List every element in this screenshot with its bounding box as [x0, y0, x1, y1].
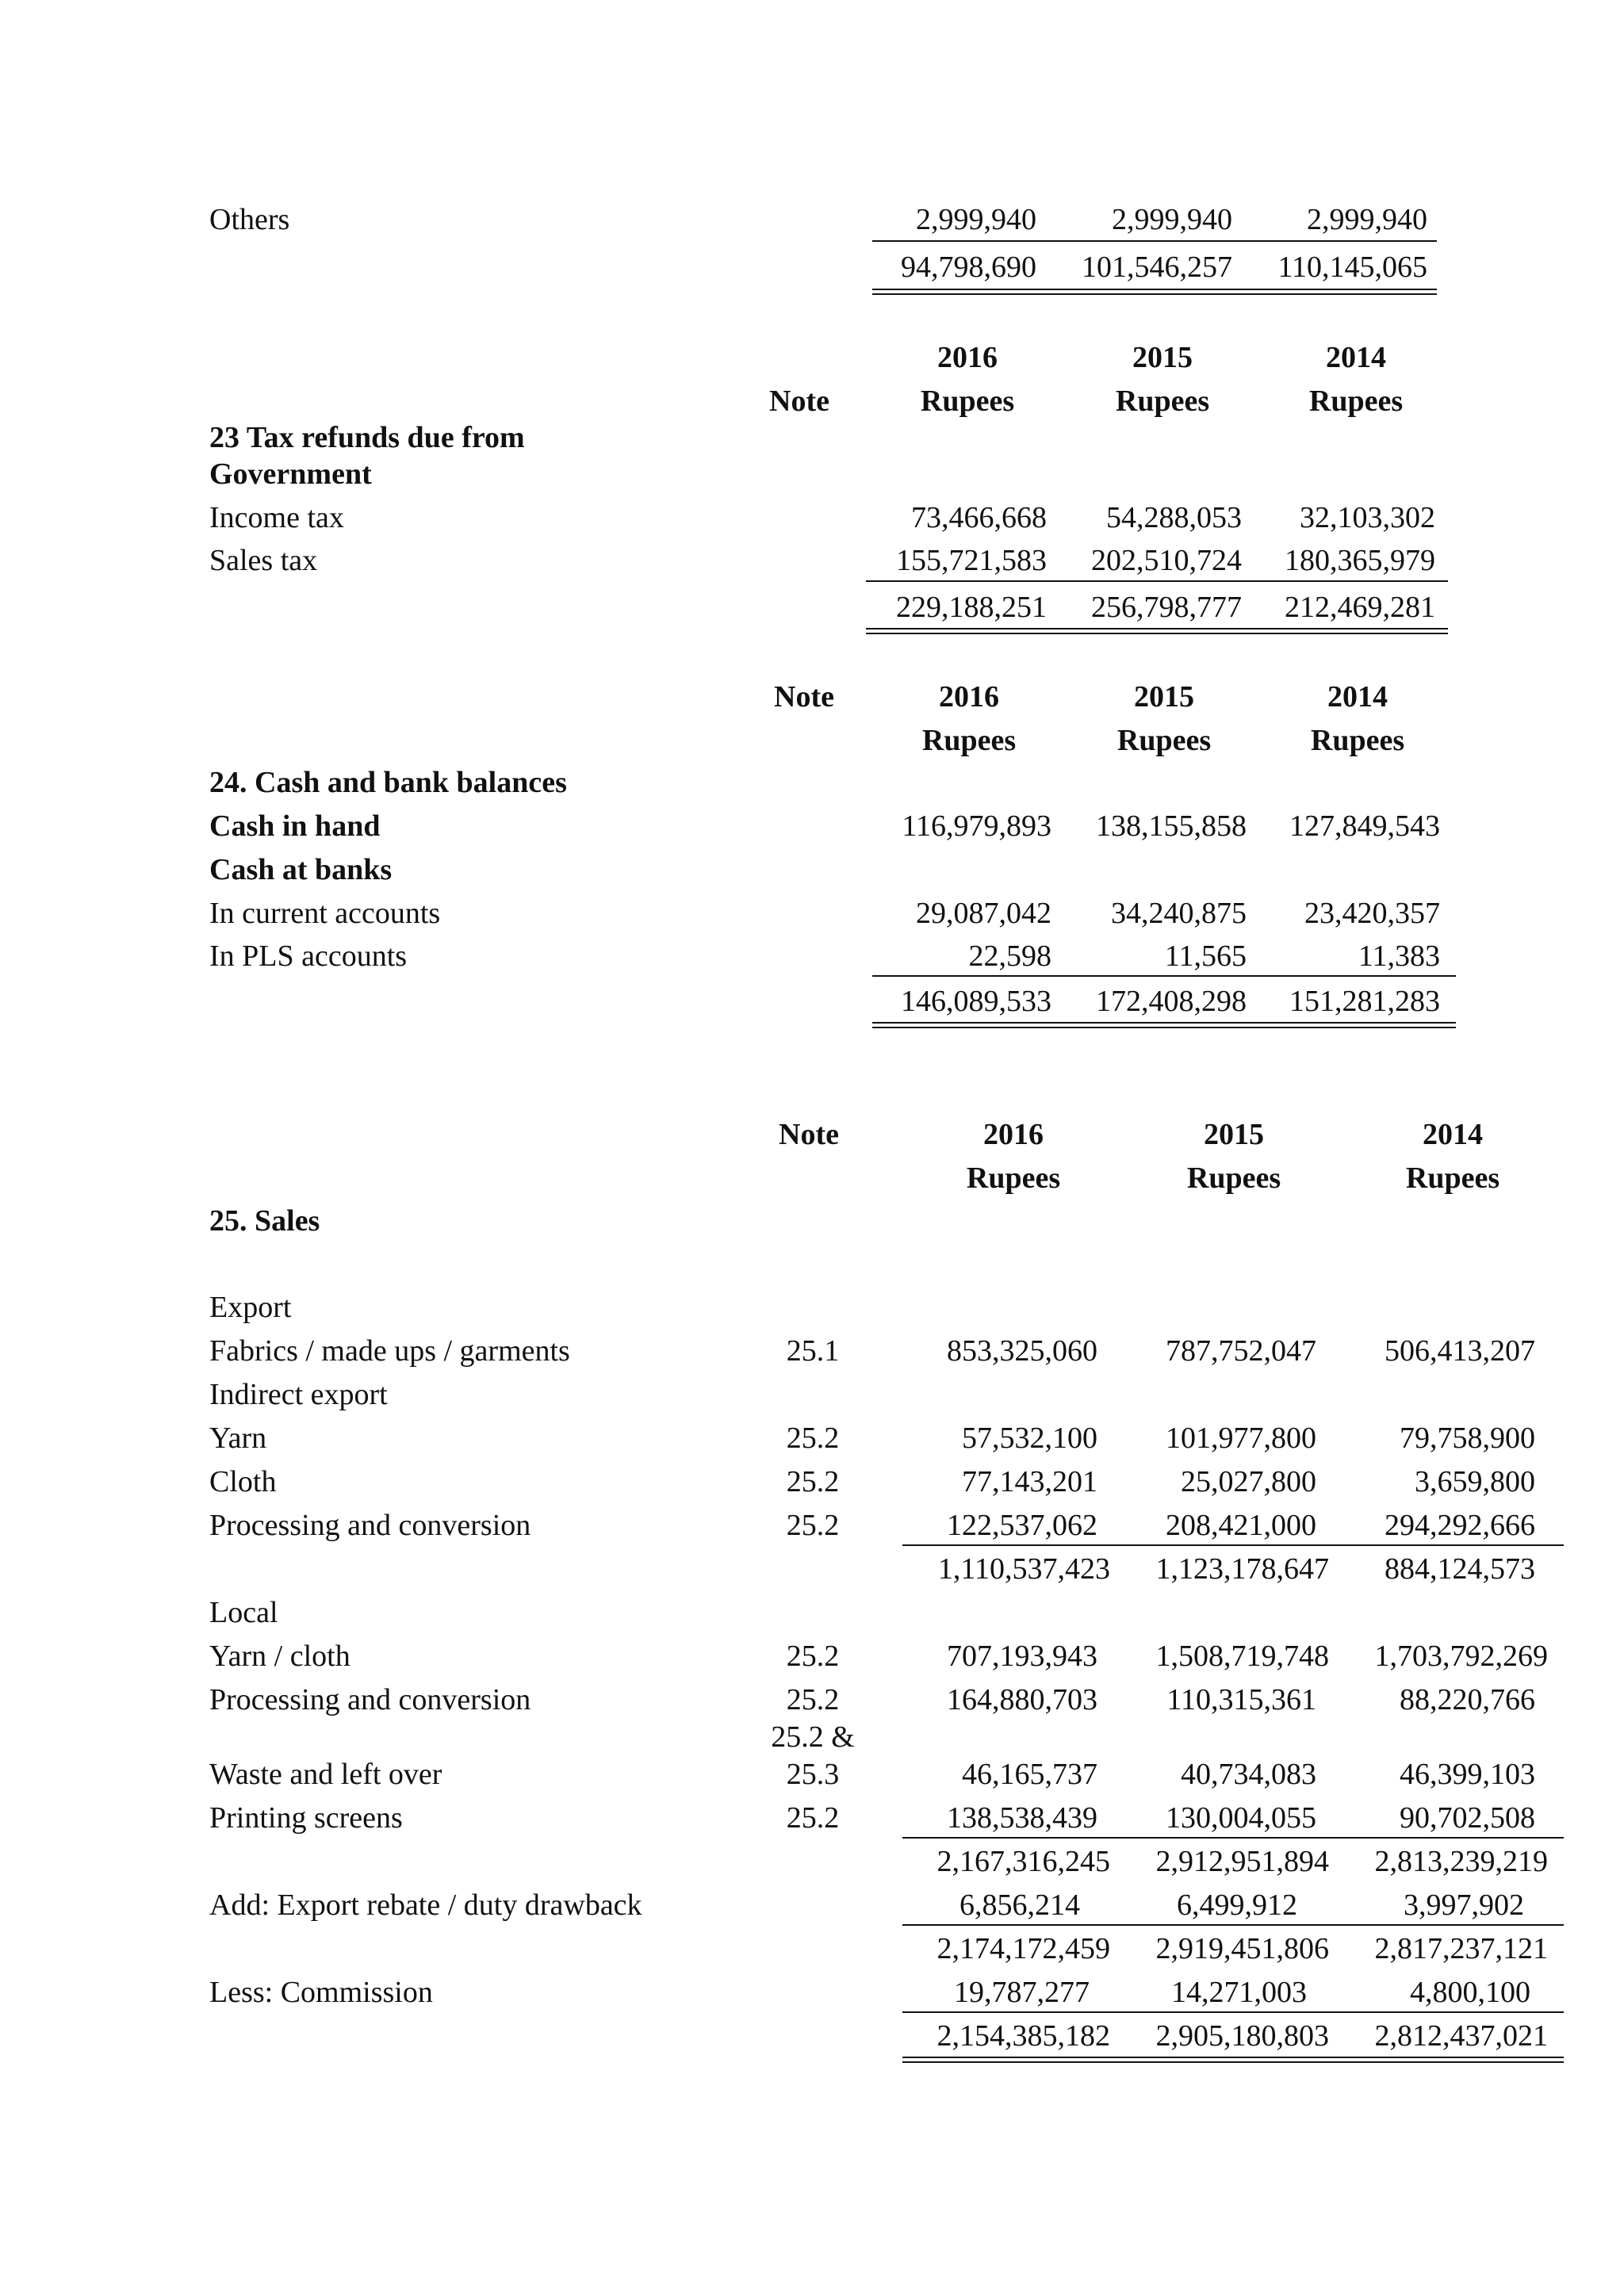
printing-2015: 130,004,055 — [1166, 1801, 1316, 1835]
fabrics-2015: 787,752,047 — [1166, 1334, 1316, 1368]
fabrics-2014: 506,413,207 — [1385, 1334, 1535, 1368]
tax-year-2015: 2015 — [1132, 341, 1193, 374]
yarn-label: Yarn — [209, 1422, 267, 1455]
export-total-2014: 884,124,573 — [1385, 1552, 1535, 1586]
local-label: Local — [209, 1596, 278, 1629]
cash-unit-2014: Rupees — [1310, 724, 1405, 757]
current-accounts-2016: 29,087,042 — [916, 897, 1051, 930]
pls-accounts-2016: 22,598 — [968, 939, 1051, 973]
cloth-2016: 77,143,201 — [962, 1465, 1097, 1498]
net-sales-double-rule — [902, 2057, 1564, 2063]
fabrics-2016: 853,325,060 — [947, 1334, 1097, 1368]
waste-2016: 46,165,737 — [962, 1758, 1097, 1791]
current-accounts-2014: 23,420,357 — [1304, 897, 1440, 930]
sales-unit-2016: Rupees — [966, 1161, 1061, 1195]
tax-note-header: Note — [769, 385, 829, 418]
sales-unit-2015: Rupees — [1186, 1161, 1281, 1195]
sales-tax-2015: 202,510,724 — [1091, 544, 1242, 577]
income-tax-2016: 73,466,668 — [911, 501, 1047, 534]
net-sales-2015: 2,905,180,803 — [1155, 2019, 1329, 2053]
commission-rule — [902, 2011, 1564, 2013]
export-processing-note: 25.2 — [786, 1509, 840, 1542]
export-total-2016: 1,110,537,423 — [937, 1552, 1110, 1586]
pls-accounts-label: In PLS accounts — [209, 939, 408, 973]
commission-2015: 14,271,003 — [1171, 1976, 1307, 2009]
others-2014: 2,999,940 — [1307, 203, 1427, 236]
tax-title-line1: 23 Tax refunds due from — [209, 421, 525, 454]
others-2016: 2,999,940 — [916, 203, 1036, 236]
commission-label: Less: Commission — [209, 1976, 433, 2009]
cash-in-hand-2014: 127,849,543 — [1289, 809, 1440, 843]
others-label: Others — [209, 203, 290, 236]
net-sales-2016: 2,154,385,182 — [936, 2019, 1110, 2053]
fabrics-note: 25.1 — [786, 1334, 840, 1368]
sales-tax-2016: 155,721,583 — [896, 544, 1047, 577]
local-rule — [902, 1837, 1564, 1839]
export-processing-label: Processing and conversion — [209, 1509, 531, 1542]
sales-tax-2014: 180,365,979 — [1285, 544, 1435, 577]
cash-total-2015: 172,408,298 — [1096, 985, 1247, 1018]
cash-year-2016: 2016 — [939, 680, 999, 714]
printing-2016: 138,538,439 — [947, 1801, 1097, 1835]
rebate-2014: 3,997,902 — [1404, 1888, 1524, 1922]
cash-at-banks-label: Cash at banks — [209, 853, 393, 886]
others-total-double-rule — [872, 289, 1437, 295]
sales-year-2015: 2015 — [1204, 1118, 1264, 1151]
cloth-2014: 3,659,800 — [1415, 1465, 1535, 1498]
export-label: Export — [209, 1291, 292, 1324]
sales-unit-2014: Rupees — [1405, 1161, 1500, 1195]
subtotal1-2016: 2,167,316,245 — [936, 1845, 1110, 1878]
income-tax-2015: 54,288,053 — [1106, 501, 1242, 534]
yarn-cloth-2015: 1,508,719,748 — [1155, 1640, 1329, 1673]
rebate-2016: 6,856,214 — [959, 1888, 1080, 1922]
cash-note-header: Note — [774, 680, 834, 714]
cash-unit-2016: Rupees — [921, 724, 1017, 757]
cash-rule — [872, 975, 1456, 977]
cash-year-2015: 2015 — [1134, 680, 1194, 714]
commission-2016: 19,787,277 — [954, 1976, 1090, 2009]
others-total-2015: 101,546,257 — [1082, 251, 1232, 284]
subtotal1-2015: 2,912,951,894 — [1155, 1845, 1329, 1878]
net-sales-2014: 2,812,437,021 — [1374, 2019, 1548, 2053]
pls-accounts-2014: 11,383 — [1358, 939, 1440, 973]
waste-2014: 46,399,103 — [1400, 1758, 1535, 1791]
cash-total-2016: 146,089,533 — [901, 985, 1051, 1018]
cash-in-hand-2015: 138,155,858 — [1096, 809, 1247, 843]
local-processing-2015: 110,315,361 — [1166, 1683, 1316, 1716]
local-processing-note: 25.2 — [786, 1683, 840, 1716]
pls-accounts-2015: 11,565 — [1164, 939, 1247, 973]
indirect-export-label: Indirect export — [209, 1378, 388, 1411]
sales-title: 25. Sales — [209, 1204, 320, 1238]
sales-note-header: Note — [779, 1118, 839, 1151]
subtotal2-2016: 2,174,172,459 — [936, 1932, 1110, 1965]
yarn-cloth-note: 25.2 — [786, 1640, 840, 1673]
commission-2014: 4,800,100 — [1410, 1976, 1530, 2009]
printing-label: Printing screens — [209, 1801, 403, 1835]
others-2015: 2,999,940 — [1112, 203, 1232, 236]
subtotal2-2015: 2,919,451,806 — [1155, 1932, 1329, 1965]
tax-total-2016: 229,188,251 — [896, 591, 1047, 624]
rebate-2015: 6,499,912 — [1177, 1888, 1297, 1922]
local-processing-2016: 164,880,703 — [947, 1683, 1097, 1716]
export-processing-2015: 208,421,000 — [1166, 1509, 1316, 1542]
rebate-label: Add: Export rebate / duty drawback — [209, 1888, 642, 1922]
waste-note-line2: 25.3 — [786, 1758, 840, 1791]
cash-unit-2015: Rupees — [1116, 724, 1212, 757]
income-tax-label: Income tax — [209, 501, 344, 534]
tax-year-2016: 2016 — [937, 341, 998, 374]
current-accounts-2015: 34,240,875 — [1111, 897, 1247, 930]
export-processing-2016: 122,537,062 — [947, 1509, 1097, 1542]
tax-unit-2016: Rupees — [920, 385, 1015, 418]
local-processing-2014: 88,220,766 — [1400, 1683, 1535, 1716]
rebate-rule — [902, 1924, 1564, 1926]
tax-total-2015: 256,798,777 — [1091, 591, 1242, 624]
cloth-label: Cloth — [209, 1465, 277, 1498]
subtotal2-2014: 2,817,237,121 — [1374, 1932, 1548, 1965]
cloth-2015: 25,027,800 — [1181, 1465, 1316, 1498]
sales-year-2016: 2016 — [983, 1118, 1044, 1151]
waste-note-line1: 25.2 & — [771, 1720, 855, 1754]
cash-total-2014: 151,281,283 — [1289, 985, 1440, 1018]
export-rule — [902, 1544, 1564, 1546]
yarn-cloth-label: Yarn / cloth — [209, 1640, 350, 1673]
others-total-2016: 94,798,690 — [901, 251, 1036, 284]
yarn-note: 25.2 — [786, 1422, 840, 1455]
cloth-note: 25.2 — [786, 1465, 840, 1498]
waste-2015: 40,734,083 — [1181, 1758, 1316, 1791]
tax-total-double-rule — [866, 628, 1448, 634]
yarn-2014: 79,758,900 — [1400, 1422, 1535, 1455]
tax-year-2014: 2014 — [1326, 341, 1386, 374]
sales-tax-label: Sales tax — [209, 544, 318, 577]
export-processing-2014: 294,292,666 — [1385, 1509, 1535, 1542]
cash-in-hand-label: Cash in hand — [209, 809, 381, 843]
cash-total-double-rule — [872, 1022, 1456, 1028]
yarn-2015: 101,977,800 — [1166, 1422, 1316, 1455]
yarn-cloth-2016: 707,193,943 — [947, 1640, 1097, 1673]
others-total-2014: 110,145,065 — [1277, 251, 1427, 284]
export-total-2015: 1,123,178,647 — [1155, 1552, 1329, 1586]
tax-unit-2014: Rupees — [1308, 385, 1404, 418]
cash-title: 24. Cash and bank balances — [209, 766, 567, 799]
income-tax-2014: 32,103,302 — [1300, 501, 1435, 534]
tax-title-line2: Government — [209, 457, 372, 491]
yarn-cloth-2014: 1,703,792,269 — [1374, 1640, 1548, 1673]
subtotal1-2014: 2,813,239,219 — [1374, 1845, 1548, 1878]
tax-unit-2015: Rupees — [1115, 385, 1210, 418]
tax-rule — [866, 580, 1448, 582]
printing-note: 25.2 — [786, 1801, 840, 1835]
cash-in-hand-2016: 116,979,893 — [902, 809, 1051, 843]
printing-2014: 90,702,508 — [1400, 1801, 1535, 1835]
yarn-2016: 57,532,100 — [962, 1422, 1097, 1455]
tax-total-2014: 212,469,281 — [1285, 591, 1435, 624]
local-processing-label: Processing and conversion — [209, 1683, 531, 1716]
cash-year-2014: 2014 — [1327, 680, 1388, 714]
waste-label: Waste and left over — [209, 1758, 442, 1791]
others-rule — [872, 240, 1437, 242]
fabrics-label: Fabrics / made ups / garments — [209, 1334, 570, 1368]
sales-year-2014: 2014 — [1423, 1118, 1483, 1151]
current-accounts-label: In current accounts — [209, 897, 441, 930]
